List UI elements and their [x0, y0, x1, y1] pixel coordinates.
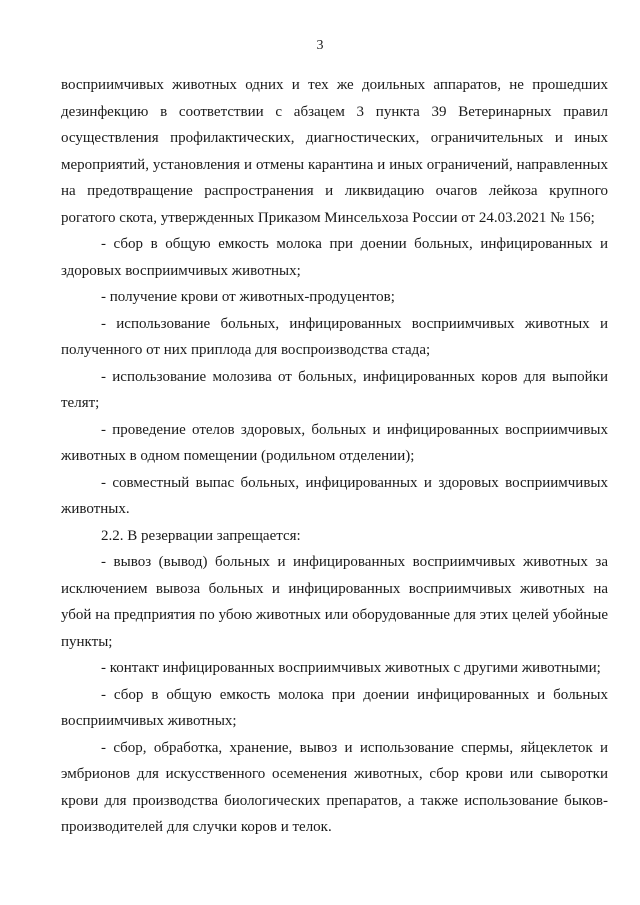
paragraph-continuation: восприимчивых животных одних и тех же доильных аппаратов, не прошедших дезинфекцию в соответствии с абзацем 3 пункта 39 Ветеринарных правил осуществления профилактических, диагностических, ограничительных и иных мероприятий, установления и отмены карантина и иных ограничений, направленных на предотвращение распространения и ликвидацию очагов лейкоза крупного рогатого скота, утвержденных Приказом Минсельхоза России от 24.03.2021 № 156; — [61, 77, 608, 226]
document-body — [61, 72, 608, 841]
paragraph-export-restriction: - вывоз (вывод) больных и инфицированных восприимчивых животных за исключением вывоза больных и инфицированных восприимчивых животных на убой на предприятия по убою животных или оборудованные для этих целей убойные пункты; — [61, 554, 608, 650]
page-number: 3 — [316, 38, 324, 53]
paragraph-milk-collection: - сбор в общую емкость молока при доении больных, инфицированных и здоровых восприимчивых животных; — [61, 236, 608, 279]
paragraph-animal-contact: - контакт инфицированных восприимчивых животных с другими животными; — [101, 660, 601, 676]
section-heading-2-2: 2.2. В резервации запрещается: — [101, 527, 301, 544]
paragraph-calving: - проведение отелов здоровых, больных и инфицированных восприимчивых животных в одном помещении (родильном отделении); — [61, 421, 608, 464]
paragraph-blood-from-producers: - получение крови от животных-продуцентов; — [101, 289, 395, 305]
paragraph-herd-reproduction: - использование больных, инфицированных восприимчивых животных и полученного от них приплода для воспроизводства стада; — [61, 315, 608, 358]
paragraph-colostrum: - использование молозива от больных, инфицированных коров для выпойки телят; — [61, 368, 608, 411]
paragraph-milk-collection-infected: - сбор в общую емкость молока при доении инфицированных и больных восприимчивых животных; — [61, 686, 608, 729]
paragraph-reproductive-material: - сбор, обработка, хранение, вывоз и использование спермы, яйцеклеток и эмбрионов для искусственного осеменения животных, сбор крови или сыворотки крови для производства биологических препаратов, а также использование быков-производителей для случки коров и телок. — [61, 739, 608, 835]
paragraph-joint-grazing: - совместный выпас больных, инфицированных и здоровых восприимчивых животных. — [61, 474, 608, 517]
